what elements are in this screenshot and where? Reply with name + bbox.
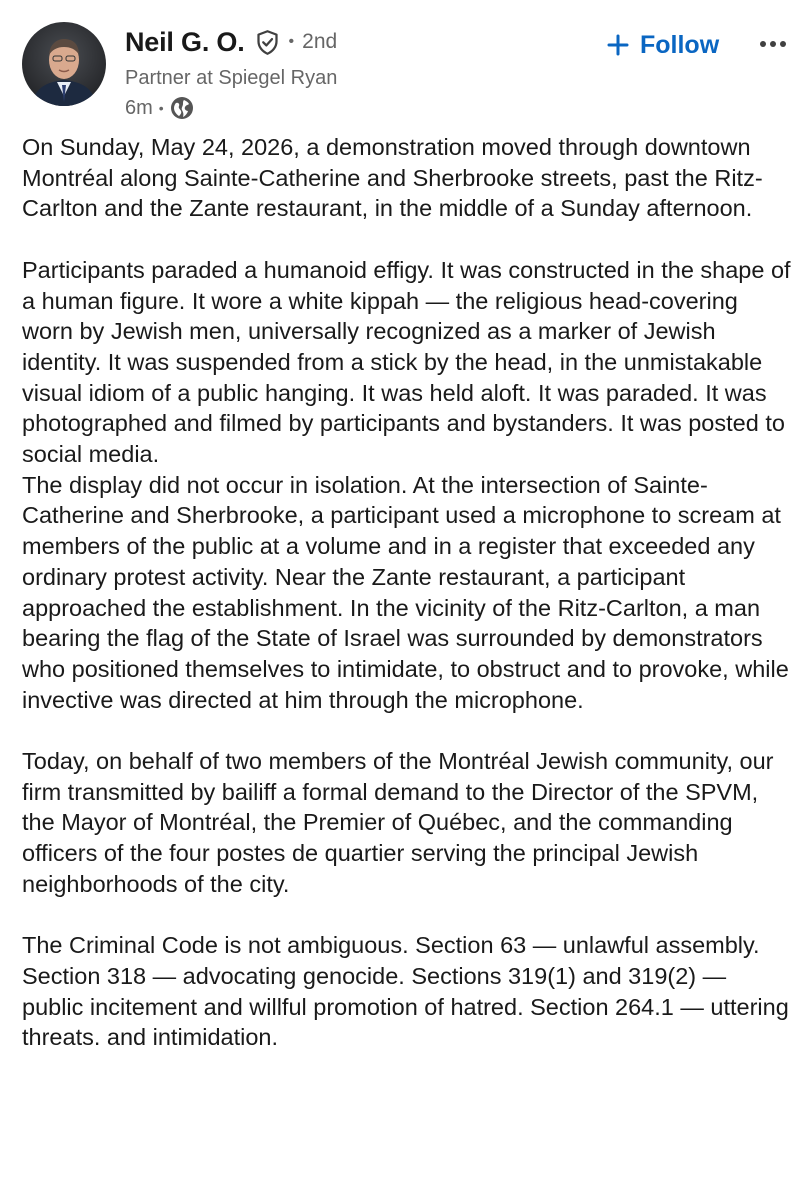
follow-label: Follow — [640, 30, 720, 59]
connection-degree: 2nd — [302, 30, 338, 53]
more-options-button[interactable] — [757, 30, 789, 58]
post-paragraph: The Criminal Code is not ambiguous. Section 63 — unlawful assembly. Section 318 — advocating genocide. Sections 319(1) and 319(2) — public incitement and willful promotion of hatred. Section 264.1 — uttering threats. and intimidation. — [22, 932, 789, 1051]
paragraph-gap — [22, 715, 792, 746]
globe-icon — [170, 96, 194, 120]
separator-dot: • — [288, 33, 295, 50]
paragraph-gap — [22, 224, 792, 255]
post-paragraph: The display did not occur in isolation. At the intersection of Sainte-Catherine and Sherbrooke, a participant used a microphone to scream at members of the public at a volume and in a register that exceeded any ordinary protest activity. Near the Zante restaurant, a participant approached the establishment. In the vicinity of the Ritz-Carlton, a man bearing the flag of the State of Israel was surrounded by demonstrators who positioned themselves to intimidate, to obstruct and to provoke, while invective was directed at him through the microphone. — [22, 471, 789, 713]
post-paragraph: Participants paraded a humanoid effigy. It was constructed in the shape of a human figure. It wore a white kippah — the religious head-covering worn by Jewish men, universally recognized as a marker of Jewish identity. It was suspended from a stick by the head, in the unmistakable visual idiom of a public hanging. It was held aloft. It was paraded. It was photographed and filmed by participants and bystanders. It was posted to social media. — [22, 256, 791, 468]
separator-dot: • — [158, 100, 164, 116]
post-body — [22, 132, 792, 1053]
name-row — [125, 22, 337, 62]
post-meta — [125, 93, 337, 123]
paragraph-gap — [22, 900, 792, 931]
post-paragraph: On Sunday, May 24, 2026, a demonstration moved through downtown Montréal along Sainte-Catherine and Sherbrooke streets, past the Ritz-Carlton and the Zante restaurant, in the middle of a Sunday afternoon. — [22, 134, 763, 222]
avatar-image — [22, 22, 106, 106]
post-paragraph: Today, on behalf of two members of the Montréal Jewish community, our firm transmitted by bailiff a formal demand to the Director of the SPVM, the Mayor of Montréal, the Premier of Québec, and the commanding officers of the four postes de quartier serving the principal Jewish neighborhoods of the city. — [22, 748, 774, 897]
author-headline: Partner at Spiegel Ryan — [125, 67, 338, 89]
ellipsis-icon — [759, 35, 787, 53]
avatar[interactable] — [22, 22, 106, 106]
author-name[interactable]: Neil G. O. — [125, 26, 245, 57]
post-time: 6m — [125, 96, 153, 119]
follow-button[interactable] — [606, 28, 719, 62]
post-header — [0, 0, 809, 125]
author-block — [125, 22, 337, 123]
shield-check-icon — [254, 29, 281, 56]
plus-icon — [606, 33, 630, 57]
